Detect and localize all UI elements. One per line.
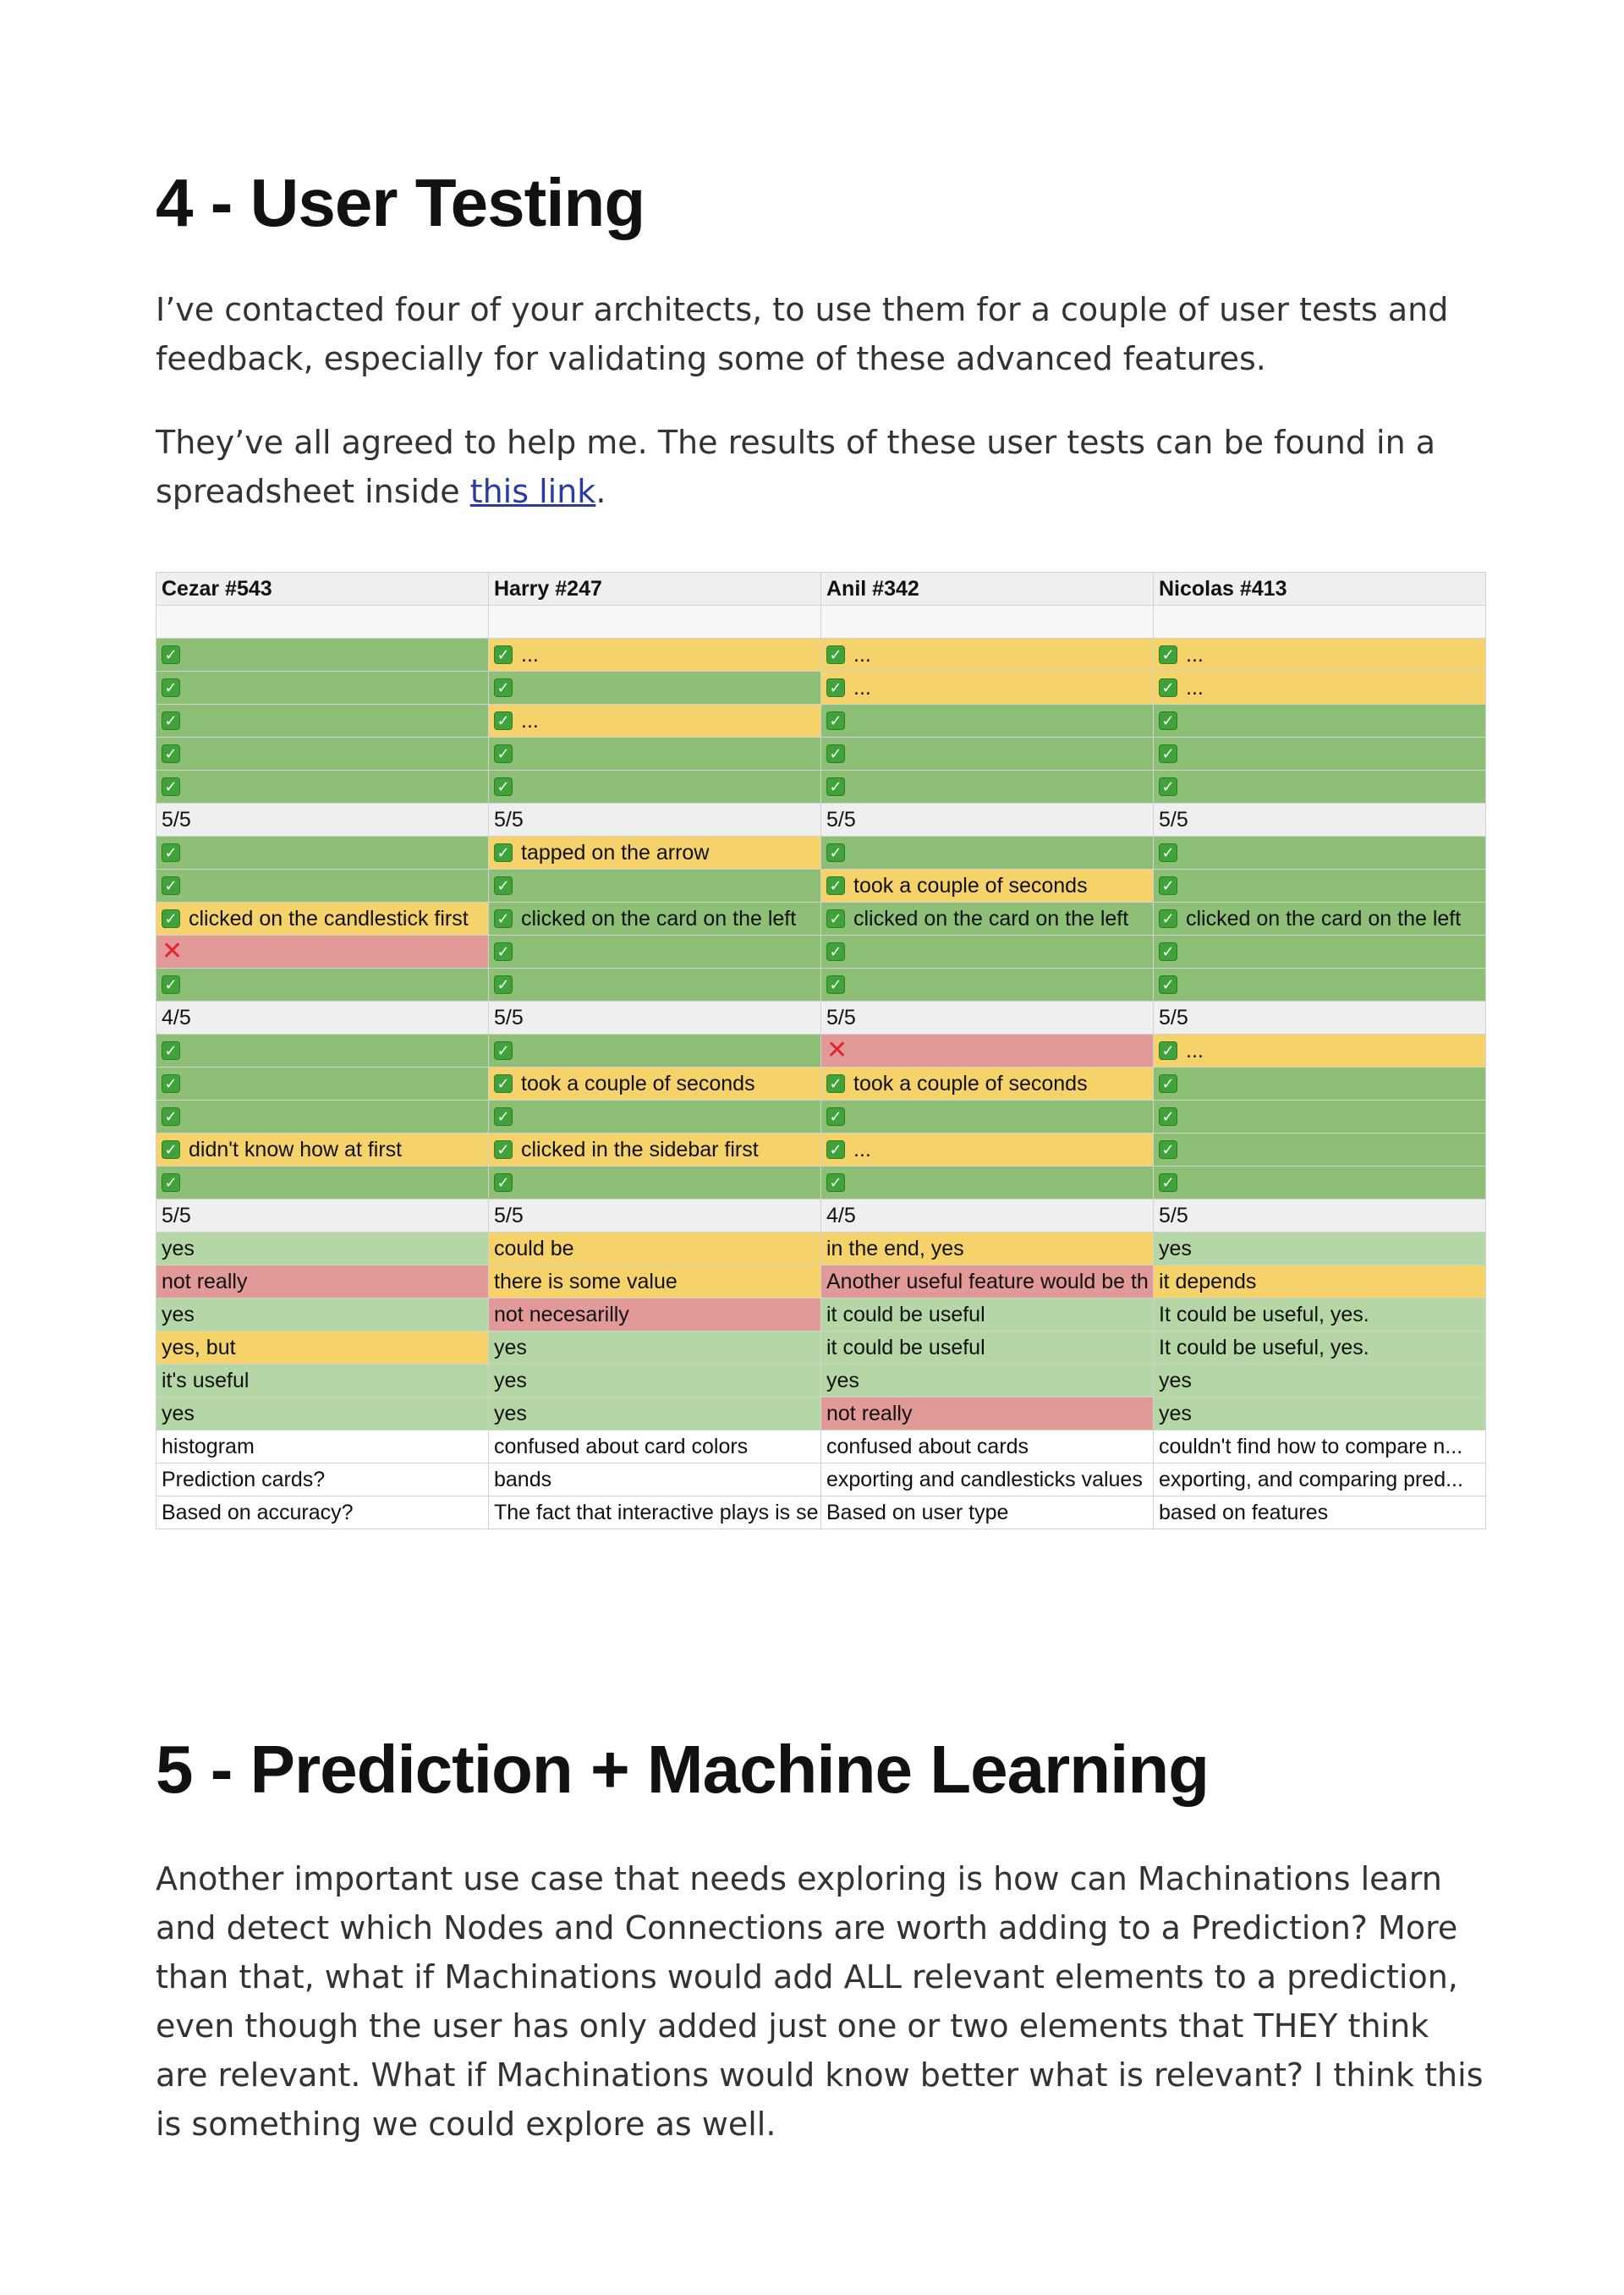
score-cell[interactable] (489, 1002, 821, 1035)
check-icon: ✓ (826, 1173, 845, 1192)
check-icon: ✓ (162, 1041, 180, 1060)
table-cell[interactable] (821, 1331, 1154, 1364)
table-cell[interactable] (1154, 1430, 1486, 1463)
check-icon: ✓ (826, 711, 845, 730)
check-icon: ✓ (494, 1107, 513, 1126)
check-icon: ✓ (494, 942, 513, 961)
check-icon: ✓ (1159, 711, 1177, 730)
column-header[interactable]: Nicolas #413 (1154, 573, 1486, 606)
score-cell[interactable] (1154, 1200, 1486, 1233)
cell-text: bands (494, 1467, 552, 1491)
check-icon: ✓ (826, 678, 845, 697)
table-cell[interactable] (156, 1266, 489, 1298)
table-row (156, 705, 1486, 738)
column-header[interactable]: Cezar #543 (156, 573, 489, 606)
cell-text: yes (494, 1335, 527, 1359)
score-cell[interactable] (156, 1200, 489, 1233)
table-cell[interactable] (821, 1167, 1154, 1200)
cell-text: took a couple of seconds (853, 1071, 1088, 1095)
check-icon: ✓ (826, 777, 845, 796)
table-row (156, 1397, 1486, 1430)
table-cell[interactable] (156, 1463, 489, 1496)
score-row (156, 1002, 1486, 1035)
cell-text: yes (162, 1401, 195, 1425)
table-cell[interactable] (489, 1298, 821, 1331)
check-icon: ✓ (826, 744, 845, 763)
cross-icon: ✕ (826, 1035, 848, 1066)
cell-text: yes (826, 1368, 859, 1392)
check-icon: ✓ (494, 1041, 513, 1060)
table-row (156, 771, 1486, 804)
check-icon: ✓ (1159, 1140, 1177, 1159)
table-cell[interactable] (821, 870, 1154, 903)
table-row (156, 1463, 1486, 1496)
section-heading-user-testing: 4 - User Testing (156, 165, 645, 240)
cell-text: confused about card colors (494, 1434, 749, 1458)
table-row (156, 1331, 1486, 1364)
cell-text: 5/5 (494, 1203, 524, 1227)
check-icon: ✓ (826, 1074, 845, 1093)
table-cell[interactable] (489, 1266, 821, 1298)
paragraph-prediction-ml: Another important use case that needs exploring is how can Machinations learn and detect which Nodes and Connections are worth adding to a Prediction? More than that, what if Machinations would add ALL relevant elements to a prediction, even though the user has only added just one or two elements that THEY think are relevant. What if Machinations would know better what is relevant? I think this is something we could explore as well. (156, 1860, 1484, 2143)
score-cell[interactable] (821, 1002, 1154, 1035)
table-row (156, 837, 1486, 870)
table-cell[interactable] (156, 1430, 489, 1463)
table-cell[interactable] (156, 705, 489, 738)
cell-text: The fact that interactive plays is se (494, 1500, 819, 1524)
table-row (156, 1496, 1486, 1529)
table-cell[interactable] (1154, 969, 1486, 1002)
table-cell[interactable] (821, 1463, 1154, 1496)
table-cell[interactable] (821, 1101, 1154, 1134)
table-cell[interactable] (156, 771, 489, 804)
cell-text: ... (853, 675, 871, 700)
check-icon: ✓ (162, 909, 180, 928)
table-cell[interactable] (1154, 672, 1486, 705)
table-cell[interactable] (489, 606, 821, 639)
table-cell[interactable] (1154, 1298, 1486, 1331)
cell-text: 5/5 (1159, 807, 1188, 832)
cell-text: it depends (1159, 1269, 1257, 1293)
table-cell[interactable] (489, 969, 821, 1002)
spreadsheet-header-row (156, 573, 1486, 606)
table-cell[interactable] (821, 771, 1154, 804)
check-icon: ✓ (162, 1173, 180, 1192)
table-row (156, 1364, 1486, 1397)
check-icon: ✓ (1159, 1041, 1177, 1060)
cell-text: Prediction cards? (162, 1467, 326, 1491)
cell-text: took a couple of seconds (853, 873, 1088, 898)
cell-text: clicked on the card on the left (521, 906, 797, 931)
table-cell[interactable] (489, 1430, 821, 1463)
cell-text: ... (853, 1137, 871, 1161)
table-cell[interactable] (1154, 1331, 1486, 1364)
score-cell[interactable] (821, 1200, 1154, 1233)
table-cell[interactable] (489, 1397, 821, 1430)
table-cell[interactable] (821, 1068, 1154, 1101)
column-header[interactable]: Anil #342 (821, 573, 1154, 606)
cell-text: clicked in the sidebar first (521, 1137, 759, 1161)
cell-text: 5/5 (826, 1005, 856, 1029)
check-icon: ✓ (826, 942, 845, 961)
check-icon: ✓ (494, 843, 513, 862)
table-row (156, 1430, 1486, 1463)
table-cell[interactable] (156, 606, 489, 639)
check-icon: ✓ (826, 975, 845, 994)
table-cell[interactable] (1154, 606, 1486, 639)
table-cell[interactable] (156, 1134, 489, 1167)
table-cell[interactable] (156, 1298, 489, 1331)
table-cell[interactable] (156, 1035, 489, 1068)
check-icon: ✓ (162, 1074, 180, 1093)
spreadsheet-link[interactable]: this link (469, 473, 596, 510)
table-cell[interactable] (1154, 639, 1486, 672)
cell-text: 5/5 (162, 1203, 191, 1227)
table-cell[interactable] (489, 1134, 821, 1167)
table-cell[interactable] (821, 1266, 1154, 1298)
check-icon: ✓ (494, 678, 513, 697)
table-cell[interactable] (156, 969, 489, 1002)
table-cell[interactable] (821, 969, 1154, 1002)
cell-text: 5/5 (494, 1005, 524, 1029)
table-cell[interactable] (156, 738, 489, 771)
table-cell[interactable] (489, 738, 821, 771)
cell-text: not really (826, 1401, 913, 1425)
table-cell[interactable] (821, 1430, 1154, 1463)
score-cell[interactable] (489, 1200, 821, 1233)
table-cell[interactable] (1154, 771, 1486, 804)
cell-text: in the end, yes (826, 1236, 964, 1260)
table-cell[interactable] (1154, 903, 1486, 936)
cell-text: Another useful feature would be th (826, 1269, 1149, 1293)
cell-text: 5/5 (1159, 1203, 1188, 1227)
check-icon: ✓ (494, 645, 513, 664)
check-icon: ✓ (1159, 1173, 1177, 1192)
check-icon: ✓ (494, 1173, 513, 1192)
check-icon: ✓ (1159, 876, 1177, 895)
table-cell[interactable] (489, 1068, 821, 1101)
paragraph-results-text: They’ve all agreed to help me. The results of these user tests can be found in a spreadsheet inside (156, 424, 1436, 510)
cell-text: it's useful (162, 1368, 250, 1392)
cell-text: yes (162, 1236, 195, 1260)
table-row (156, 1298, 1486, 1331)
table-row (156, 1167, 1486, 1200)
table-row (156, 1035, 1486, 1068)
table-cell[interactable] (821, 1364, 1154, 1397)
cell-text: It could be useful, yes. (1159, 1302, 1369, 1326)
table-cell[interactable] (156, 870, 489, 903)
check-icon: ✓ (1159, 942, 1177, 961)
check-icon: ✓ (494, 777, 513, 796)
cell-text: ... (521, 708, 539, 733)
table-cell[interactable] (489, 1233, 821, 1266)
cell-text: yes (1159, 1401, 1192, 1425)
table-cell[interactable] (1154, 1364, 1486, 1397)
cell-text: ... (853, 642, 871, 667)
table-cell[interactable] (821, 738, 1154, 771)
table-cell[interactable] (1154, 1463, 1486, 1496)
check-icon: ✓ (494, 876, 513, 895)
table-cell[interactable] (489, 870, 821, 903)
table-cell[interactable] (489, 771, 821, 804)
table-cell[interactable] (156, 936, 489, 969)
cell-text: clicked on the candlestick first (189, 906, 469, 931)
table-cell[interactable] (156, 903, 489, 936)
table-cell[interactable] (489, 705, 821, 738)
cell-text: based on features (1159, 1500, 1329, 1524)
cell-text: took a couple of seconds (521, 1071, 755, 1095)
check-icon: ✓ (494, 1074, 513, 1093)
cell-text: Based on accuracy? (162, 1500, 354, 1524)
table-cell[interactable] (489, 1463, 821, 1496)
table-cell[interactable] (156, 1101, 489, 1134)
check-icon: ✓ (1159, 777, 1177, 796)
table-cell[interactable] (489, 1167, 821, 1200)
cell-text: clicked on the card on the left (1186, 906, 1462, 931)
cell-text: 5/5 (826, 807, 856, 832)
table-cell[interactable] (1154, 1101, 1486, 1134)
check-icon: ✓ (1159, 678, 1177, 697)
check-icon: ✓ (1159, 975, 1177, 994)
table-cell[interactable] (156, 1364, 489, 1397)
check-icon: ✓ (826, 645, 845, 664)
table-row (156, 870, 1486, 903)
table-cell[interactable] (1154, 870, 1486, 903)
table-cell[interactable] (821, 672, 1154, 705)
check-icon: ✓ (826, 909, 845, 928)
check-icon: ✓ (1159, 1074, 1177, 1093)
check-icon: ✓ (494, 975, 513, 994)
score-cell[interactable] (1154, 804, 1486, 837)
cell-text: clicked on the card on the left (853, 906, 1129, 931)
check-icon: ✓ (494, 1140, 513, 1159)
table-cell[interactable] (1154, 1068, 1486, 1101)
cell-text: not necesarilly (494, 1302, 629, 1326)
table-cell[interactable] (1154, 738, 1486, 771)
score-cell[interactable] (156, 804, 489, 837)
check-icon: ✓ (494, 711, 513, 730)
table-cell[interactable] (821, 1233, 1154, 1266)
table-cell[interactable] (821, 903, 1154, 936)
cell-text: it could be useful (826, 1335, 985, 1359)
check-icon: ✓ (162, 645, 180, 664)
table-row (156, 1134, 1486, 1167)
table-cell[interactable] (489, 1101, 821, 1134)
check-icon: ✓ (826, 1107, 845, 1126)
table-cell[interactable] (821, 1035, 1154, 1068)
cell-text: 5/5 (162, 807, 191, 832)
column-header[interactable]: Harry #247 (489, 573, 821, 606)
check-icon: ✓ (826, 876, 845, 895)
table-cell[interactable] (489, 936, 821, 969)
cell-text: exporting, and comparing pred... (1159, 1467, 1463, 1491)
score-cell[interactable] (821, 804, 1154, 837)
score-row (156, 1200, 1486, 1233)
cell-text: not really (162, 1269, 248, 1293)
table-cell[interactable] (489, 837, 821, 870)
table-cell[interactable] (156, 1397, 489, 1430)
table-row (156, 672, 1486, 705)
check-icon: ✓ (162, 843, 180, 862)
table-cell[interactable] (156, 1068, 489, 1101)
check-icon: ✓ (826, 843, 845, 862)
cell-text: yes (162, 1302, 195, 1326)
table-cell[interactable] (489, 1364, 821, 1397)
user-test-spreadsheet (156, 572, 1485, 1529)
check-icon: ✓ (162, 678, 180, 697)
table-row (156, 1266, 1486, 1298)
blank-row (156, 606, 1486, 639)
table-cell[interactable] (489, 672, 821, 705)
cell-text: yes (1159, 1368, 1192, 1392)
table-cell[interactable] (489, 1331, 821, 1364)
table-cell[interactable] (1154, 1266, 1486, 1298)
cell-text: Based on user type (826, 1500, 1009, 1524)
table-row (156, 738, 1486, 771)
check-icon: ✓ (162, 876, 180, 895)
cell-text: ... (1186, 642, 1204, 667)
paragraph-results-link (156, 418, 1484, 516)
spreadsheet-table (156, 572, 1486, 1529)
check-icon: ✓ (162, 975, 180, 994)
table-cell[interactable] (821, 837, 1154, 870)
table-cell[interactable] (1154, 1397, 1486, 1430)
cell-text: ... (1186, 675, 1204, 700)
table-cell[interactable] (1154, 1035, 1486, 1068)
table-cell[interactable] (821, 705, 1154, 738)
table-cell[interactable] (156, 1496, 489, 1529)
table-cell[interactable] (821, 639, 1154, 672)
cell-text: ... (521, 642, 539, 667)
check-icon: ✓ (1159, 645, 1177, 664)
cell-text: yes (1159, 1236, 1192, 1260)
paragraph-results-end: . (595, 473, 606, 510)
score-cell[interactable] (489, 804, 821, 837)
cell-text: 5/5 (494, 807, 524, 832)
table-cell[interactable] (156, 1331, 489, 1364)
table-cell[interactable] (489, 1496, 821, 1529)
check-icon: ✓ (1159, 909, 1177, 928)
cell-text: It could be useful, yes. (1159, 1335, 1369, 1359)
check-icon: ✓ (494, 909, 513, 928)
table-cell[interactable] (1154, 705, 1486, 738)
score-row (156, 804, 1486, 837)
table-cell[interactable] (156, 639, 489, 672)
check-icon: ✓ (494, 744, 513, 763)
cell-text: confused about cards (826, 1434, 1029, 1458)
check-icon: ✓ (826, 1140, 845, 1159)
table-cell[interactable] (1154, 1167, 1486, 1200)
cell-text: 5/5 (1159, 1005, 1188, 1029)
cell-text: there is some value (494, 1269, 678, 1293)
table-cell[interactable] (156, 837, 489, 870)
cell-text: 4/5 (162, 1005, 191, 1029)
table-row (156, 969, 1486, 1002)
cell-text: didn't know how at first (189, 1137, 403, 1161)
table-cell[interactable] (821, 936, 1154, 969)
cell-text: yes (494, 1401, 527, 1425)
cell-text: 4/5 (826, 1203, 856, 1227)
cell-text: it could be useful (826, 1302, 985, 1326)
cell-text: ... (1186, 1038, 1204, 1062)
check-icon: ✓ (162, 744, 180, 763)
table-cell[interactable] (1154, 1134, 1486, 1167)
cell-text: couldn't find how to compare n... (1159, 1434, 1463, 1458)
check-icon: ✓ (162, 1140, 180, 1159)
table-cell[interactable] (489, 903, 821, 936)
table-cell[interactable] (821, 1298, 1154, 1331)
table-cell[interactable] (156, 1233, 489, 1266)
table-cell[interactable] (1154, 1496, 1486, 1529)
table-cell[interactable] (489, 1035, 821, 1068)
table-row (156, 1233, 1486, 1266)
table-row (156, 936, 1486, 969)
table-cell[interactable] (821, 606, 1154, 639)
table-cell[interactable] (489, 639, 821, 672)
check-icon: ✓ (1159, 843, 1177, 862)
check-icon: ✓ (162, 711, 180, 730)
cell-text: tapped on the arrow (521, 840, 710, 865)
table-cell[interactable] (821, 1134, 1154, 1167)
table-row (156, 1101, 1486, 1134)
table-cell[interactable] (1154, 1233, 1486, 1266)
table-cell[interactable] (821, 1397, 1154, 1430)
table-cell[interactable] (156, 1167, 489, 1200)
paragraph-contacted-architects: I’ve contacted four of your architects, to use them for a couple of user tests and feedback, especially for validating some of these advanced features. (156, 291, 1449, 377)
cell-text: could be (494, 1236, 574, 1260)
table-row (156, 639, 1486, 672)
check-icon: ✓ (1159, 1107, 1177, 1126)
check-icon: ✓ (162, 1107, 180, 1126)
score-cell[interactable] (156, 1002, 489, 1035)
table-cell[interactable] (1154, 936, 1486, 969)
score-cell[interactable] (1154, 1002, 1486, 1035)
cell-text: yes (494, 1368, 527, 1392)
table-row (156, 1068, 1486, 1101)
table-row (156, 903, 1486, 936)
table-cell[interactable] (821, 1496, 1154, 1529)
table-cell[interactable] (1154, 837, 1486, 870)
check-icon: ✓ (162, 777, 180, 796)
cell-text: exporting and candlesticks values (826, 1467, 1143, 1491)
check-icon: ✓ (1159, 744, 1177, 763)
table-cell[interactable] (156, 672, 489, 705)
section-heading-prediction-ml: 5 - Prediction + Machine Learning (156, 1732, 1210, 1807)
cell-text: histogram (162, 1434, 255, 1458)
cross-icon: ✕ (162, 936, 184, 967)
cell-text: yes, but (162, 1335, 236, 1359)
